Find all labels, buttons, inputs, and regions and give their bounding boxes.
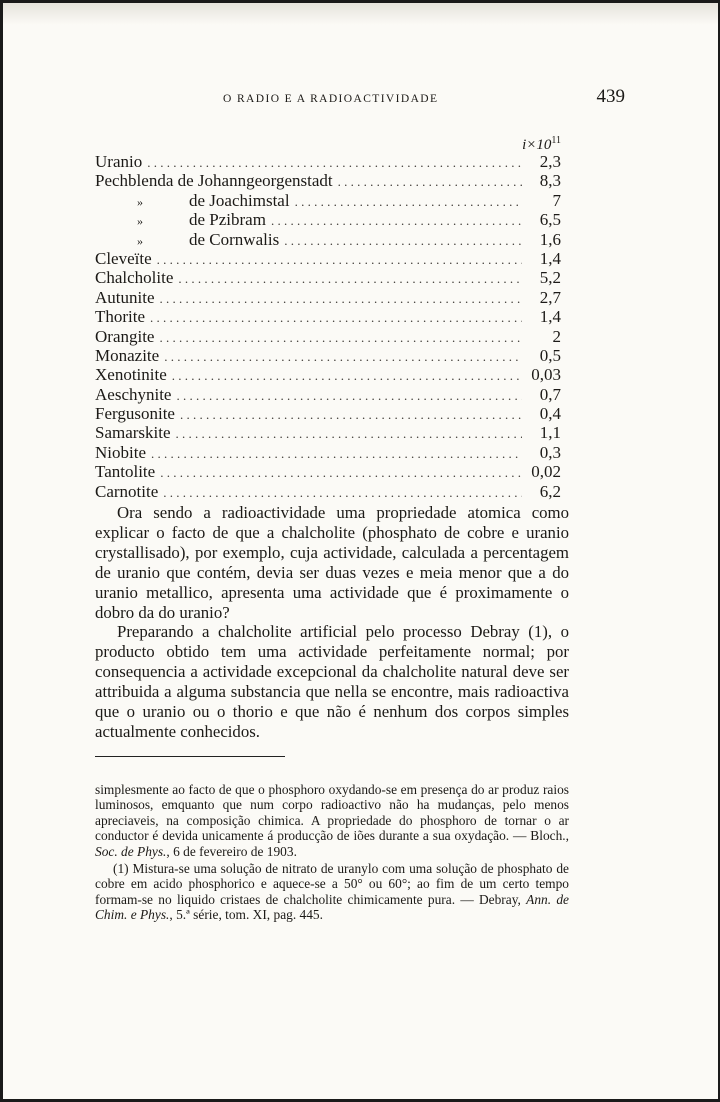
table-row [95,404,561,423]
table-row [95,346,561,365]
dot-leader [147,153,522,172]
footnote-continuation: simplesmente ao facto de que o phosphoro oxydando-se em presença do ar produz raios luminosos, emquanto que num corpo radioactivo não ha mudanças, pelo menos apreciaveis, na composição chimica. A propriedade do phosphoro de tornar o ar conductor é devida unicamente á producção de iões durante a sua oxydação. — Bloch., Soc. de Phys., 6 de fevereiro de 1903. [95,782,569,859]
activity-value: 6,2 [539,481,561,501]
dot-leader [163,483,522,502]
mineral-name: Tantolite [95,462,156,482]
table-row [95,385,561,404]
activity-value: 0,3 [539,442,561,462]
dot-leader [295,192,522,211]
table-row [95,288,561,307]
activity-value: 0,5 [539,345,561,365]
table-row [95,365,561,384]
table-row [95,230,561,249]
table-row [95,307,561,326]
table-row [95,443,561,462]
table-row [95,210,561,229]
activity-value: 0,02 [531,462,561,482]
dot-leader [164,347,522,366]
dot-leader [284,231,522,250]
activity-value: 1,4 [539,248,561,268]
page-header [95,86,625,111]
mineral-name: » de Cornwalis [95,230,279,251]
activity-value: 1,6 [539,229,561,249]
activity-value: 0,4 [539,404,561,424]
mineral-name: » de Pzibram [95,210,266,231]
mineral-name: » de Joachimstal [95,191,290,212]
mineral-name: Niobite [95,442,146,462]
dot-leader [150,308,522,327]
mineral-name: Fergusonite [95,404,175,424]
table-row [95,191,561,210]
mineral-name: Cleveïte [95,248,152,268]
table-row [95,152,561,171]
unit-header [95,130,561,152]
ditto-mark: » [137,194,143,209]
table-rows [95,152,561,501]
mineral-name: Samarskite [95,423,171,443]
table-row [95,462,561,481]
activity-value: 6,5 [539,210,561,230]
activity-value: 1,1 [539,423,561,443]
paragraph: Preparando a chalcholite artificial pelo processo Debray (1), o producto obtido tem uma actividade perfeitamente normal; por consequencia a actividade excepcional da chalcholite natural deve ser attribuida a alguma substancia que nella se encontre, mais radioactiva que o uranio ou o thorio e que não é nenhum dos corpos simples actualmente conhecidos. [95,622,569,741]
table-row [95,171,561,190]
footnote-rule [95,756,285,757]
dot-leader [178,269,522,288]
running-title: O RADIO E A RADIOACTIVIDADE [223,93,439,105]
dot-leader [271,211,522,230]
mineral-name: Thorite [95,307,146,327]
dot-leader [338,172,522,191]
table-row [95,268,561,287]
activity-value: 7 [552,190,561,210]
mineral-name: Orangite [95,326,155,346]
footnote-1: (1) Mistura-se uma solução de nitrato de uranylo com uma solução de phosphato de cobre em acido phosphorico e aquece-se a 50° ou 60°; ao fim de um certo tempo formam-se no liquido cristaes de chalcholite chimicamente pura. — Debray, Ann. de Chim. e Phys., 5.ª série, tom. XI, pag. 445. [95,861,569,923]
table-row [95,249,561,268]
mineral-name: Uranio [95,152,143,171]
mineral-name: Aeschynite [95,384,172,404]
dot-leader [159,328,522,347]
mineral-name: Monazite [95,345,160,365]
body-text [95,503,569,742]
ditto-mark: » [137,233,143,248]
mineral-name: Autunite [95,287,155,307]
dot-leader [160,463,522,482]
activity-value: 8,3 [539,171,561,191]
dot-leader [157,250,522,269]
activity-value: 0,03 [531,365,561,385]
unit-exponent: 11 [551,135,561,146]
dot-leader [176,424,522,443]
activity-value: 2,3 [539,152,561,171]
dot-leader [160,289,523,308]
page-number: 439 [596,86,625,107]
paragraph: Ora sendo a radioactividade uma propriedade atomica como explicar o facto de que a chalcholite (phosphato de cobre e uranio crystallisado), por exemplo, cuja actividade, calculada a percentagem de uranio que contém, devia ser duas vezes e meia menor que a do uranio metallico, apresenta uma actividade que é proximamente o dobro da do uranio? [95,503,569,622]
activity-value: 5,2 [539,268,561,288]
table-row [95,423,561,442]
table-row [95,482,561,501]
mineral-activity-table [95,130,561,501]
activity-value: 1,4 [539,307,561,327]
dot-leader [172,366,522,385]
unit-label: i×10 [522,137,552,153]
mineral-name: Pechblenda de Johanngeorgenstadt [95,171,333,191]
dot-leader [151,444,522,463]
mineral-name: Chalcholite [95,268,174,288]
activity-value: 0,7 [539,384,561,404]
table-row [95,327,561,346]
footnotes [95,782,569,923]
mineral-name: Carnotite [95,481,159,501]
mineral-name: Xenotinite [95,365,167,385]
dot-leader [180,405,522,424]
activity-value: 2 [552,326,561,346]
activity-value: 2,7 [539,287,561,307]
ditto-mark: » [137,214,143,229]
dot-leader [176,386,522,405]
scan-shadow [3,3,718,25]
